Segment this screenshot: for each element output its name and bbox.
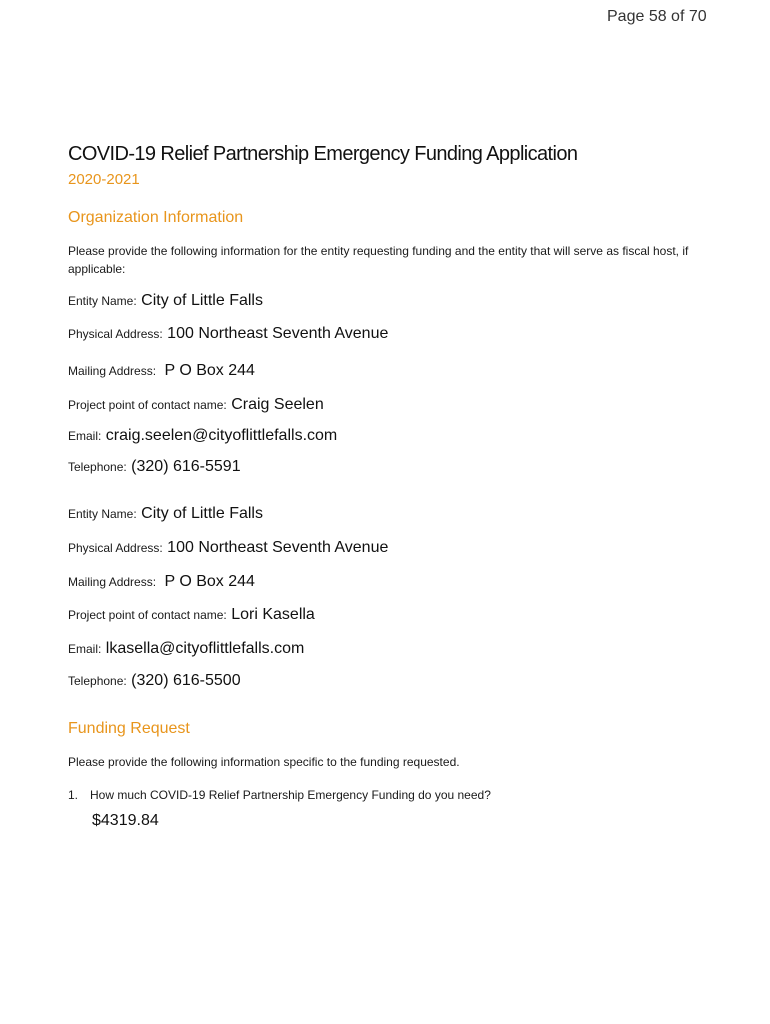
- entity2-physical-address-row: [68, 539, 388, 557]
- mailing-address-value: P O Box 244: [164, 362, 255, 379]
- email-label: Email:: [68, 429, 102, 443]
- telephone-label: Telephone:: [68, 674, 127, 688]
- question-text: How much COVID-19 Relief Partnership Emergency Funding do you need?: [90, 788, 491, 802]
- funding-instructions: Please provide the following information specific to the funding requested.: [68, 755, 460, 769]
- funding-request-heading: Funding Request: [68, 720, 190, 737]
- entity1-email-row: [68, 427, 337, 445]
- email-value: lkasella@cityoflittlefalls.com: [105, 640, 305, 657]
- document-title: COVID-19 Relief Partnership Emergency Funding Application: [68, 143, 578, 165]
- entity-name-value: City of Little Falls: [141, 292, 263, 309]
- entity2-telephone-row: [68, 672, 241, 690]
- contact-name-label: Project point of contact name:: [68, 398, 227, 412]
- telephone-value: (320) 616-5500: [131, 672, 241, 689]
- entity-name-value: City of Little Falls: [141, 505, 263, 522]
- mailing-address-label: Mailing Address:: [68, 575, 157, 589]
- mailing-address-value: P O Box 244: [164, 573, 255, 590]
- organization-information-heading: Organization Information: [68, 209, 244, 226]
- entity2-email-row: [68, 640, 304, 658]
- entity1-telephone-row: [68, 458, 241, 476]
- physical-address-label: Physical Address:: [68, 541, 163, 555]
- telephone-label: Telephone:: [68, 460, 127, 474]
- entity1-physical-address-row: [68, 325, 388, 343]
- email-value: craig.seelen@cityoflittlefalls.com: [105, 427, 338, 444]
- entity1-contact-row: [68, 396, 324, 414]
- funding-amount-answer: $4319.84: [92, 812, 159, 829]
- entity1-mailing-address-row: [68, 362, 255, 380]
- physical-address-label: Physical Address:: [68, 327, 163, 341]
- question-number: 1.: [68, 788, 79, 802]
- entity1-name-row: [68, 292, 263, 310]
- entity2-contact-row: [68, 606, 315, 624]
- document-subtitle: 2020-2021: [68, 171, 140, 188]
- entity2-name-row: [68, 505, 263, 523]
- funding-question: [68, 788, 491, 802]
- contact-name-value: Craig Seelen: [231, 396, 324, 413]
- entity2-mailing-address-row: [68, 573, 255, 591]
- telephone-value: (320) 616-5591: [131, 458, 241, 475]
- physical-address-value: 100 Northeast Seventh Avenue: [167, 325, 389, 342]
- page-number: Page 58 of 70: [607, 8, 707, 25]
- mailing-address-label: Mailing Address:: [68, 364, 157, 378]
- physical-address-value: 100 Northeast Seventh Avenue: [167, 539, 389, 556]
- email-label: Email:: [68, 642, 102, 656]
- entity-name-label: Entity Name:: [68, 507, 137, 521]
- entity-name-label: Entity Name:: [68, 294, 137, 308]
- organization-instructions: Please provide the following information for the entity requesting funding and the entity that will serve as fiscal host, if applicable:: [68, 244, 689, 276]
- contact-name-value: Lori Kasella: [231, 606, 315, 623]
- contact-name-label: Project point of contact name:: [68, 608, 227, 622]
